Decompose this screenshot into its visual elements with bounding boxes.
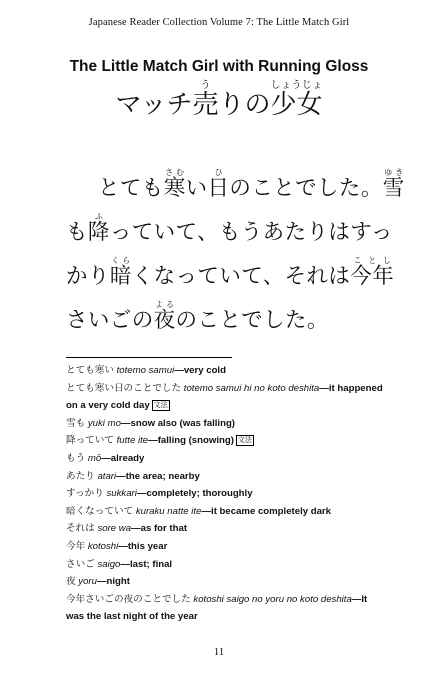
footnote-divider [66,357,232,358]
japanese-title [0,80,438,127]
gloss-english: —as for that [131,523,188,535]
furigana-shoujo: 少女しょうじょ [270,80,323,120]
furigana-kura: 暗くら [109,256,132,289]
furigana-uri: 売う [192,80,219,120]
gloss-english: —this year [118,540,168,552]
gloss-romaji: mō [87,452,102,464]
jp-title-text: マッチ [115,90,193,120]
gloss-entry [66,538,386,556]
jp-title-text: りの [218,90,271,120]
gloss-japanese: 降っていて [66,435,114,447]
gloss-entry [66,380,386,415]
gloss-japanese: とても寒い日のことでした [66,382,182,394]
gloss-romaji: yuki mo [87,417,121,429]
gloss-romaji: kotoshi saigo no yoru no koto deshita [193,593,352,605]
grammar-note-icon[interactable]: 文法 [237,436,252,445]
furigana-hi: 日ひ [207,168,230,201]
gloss-japanese: 今年さいごの夜のことでした [66,593,191,605]
gloss-english: —it became completely dark [201,505,332,517]
gloss-japanese: とても寒い [66,365,114,376]
gloss-entry [66,591,386,626]
gloss-romaji: sore wa [97,523,132,535]
gloss-romaji: saigo [97,558,121,570]
gloss-japanese: それは [66,523,95,535]
gloss-romaji: atari [97,470,117,482]
running-gloss [66,362,386,626]
gloss-japanese: 夜 [66,576,76,588]
gloss-romaji: futte ite [116,435,149,447]
furigana-yuki: 雪ゆき [382,168,405,201]
gloss-english: —the area; nearby [116,470,200,482]
story-passage: とても寒さむい日ひのことでした。雪ゆきも降ふっていて、もうあたりはすっかり暗くらくなっていて、それは今年ことしさいごの夜よるのことでした。 [66,168,405,333]
gloss-entry [66,450,386,468]
grammar-note-icon[interactable]: 文法 [153,401,168,410]
gloss-entry [66,503,386,521]
gloss-entry [66,468,386,486]
running-head: Japanese Reader Collection Volume 7: The Little Match Girl [88,17,350,28]
furigana-samu: 寒さむ [163,168,186,201]
gloss-english: —completely; thoroughly [136,488,253,500]
gloss-entry [66,432,386,450]
gloss-english: —it happened on a very cold day [66,382,383,412]
gloss-romaji: yoru [78,576,97,588]
gloss-japanese: もう [66,452,86,464]
gloss-entry [66,415,386,433]
furigana-yoru: 夜よる [153,300,176,333]
gloss-english: —very cold [174,365,226,376]
gloss-english: —already [101,452,145,464]
gloss-japanese: 暗くなっていて [66,505,134,517]
gloss-romaji: kotoshi [87,540,119,552]
gloss-japanese: 雪も [66,417,86,429]
gloss-romaji: sukkari [106,488,137,500]
gloss-english: —last; final [120,558,173,570]
gloss-japanese: さいご [66,558,95,570]
gloss-entry [66,520,386,538]
gloss-english: —night [96,576,130,588]
gloss-japanese: すっかり [66,488,104,500]
furigana-fu: 降ふ [87,212,110,245]
gloss-entry [66,485,386,503]
gloss-japanese: あたり [66,470,95,482]
gloss-entry [66,362,386,380]
gloss-english: —falling (snowing) [148,435,234,447]
book-title: The Little Match Girl with Running Gloss [69,58,369,75]
gloss-entry [66,556,386,574]
gloss-romaji: totemo samui [116,365,175,376]
gloss-entry [66,573,386,591]
gloss-english: —snow also (was falling) [120,417,235,429]
gloss-english: —It was the last night of the year [66,593,368,623]
gloss-japanese: 今年 [66,540,86,552]
gloss-romaji: totemo samui hi no koto deshita [183,382,320,394]
furigana-kotoshi: 今年ことし [350,256,395,289]
gloss-romaji: kuraku natte ite [135,505,202,517]
page-number: 11 [213,646,225,658]
